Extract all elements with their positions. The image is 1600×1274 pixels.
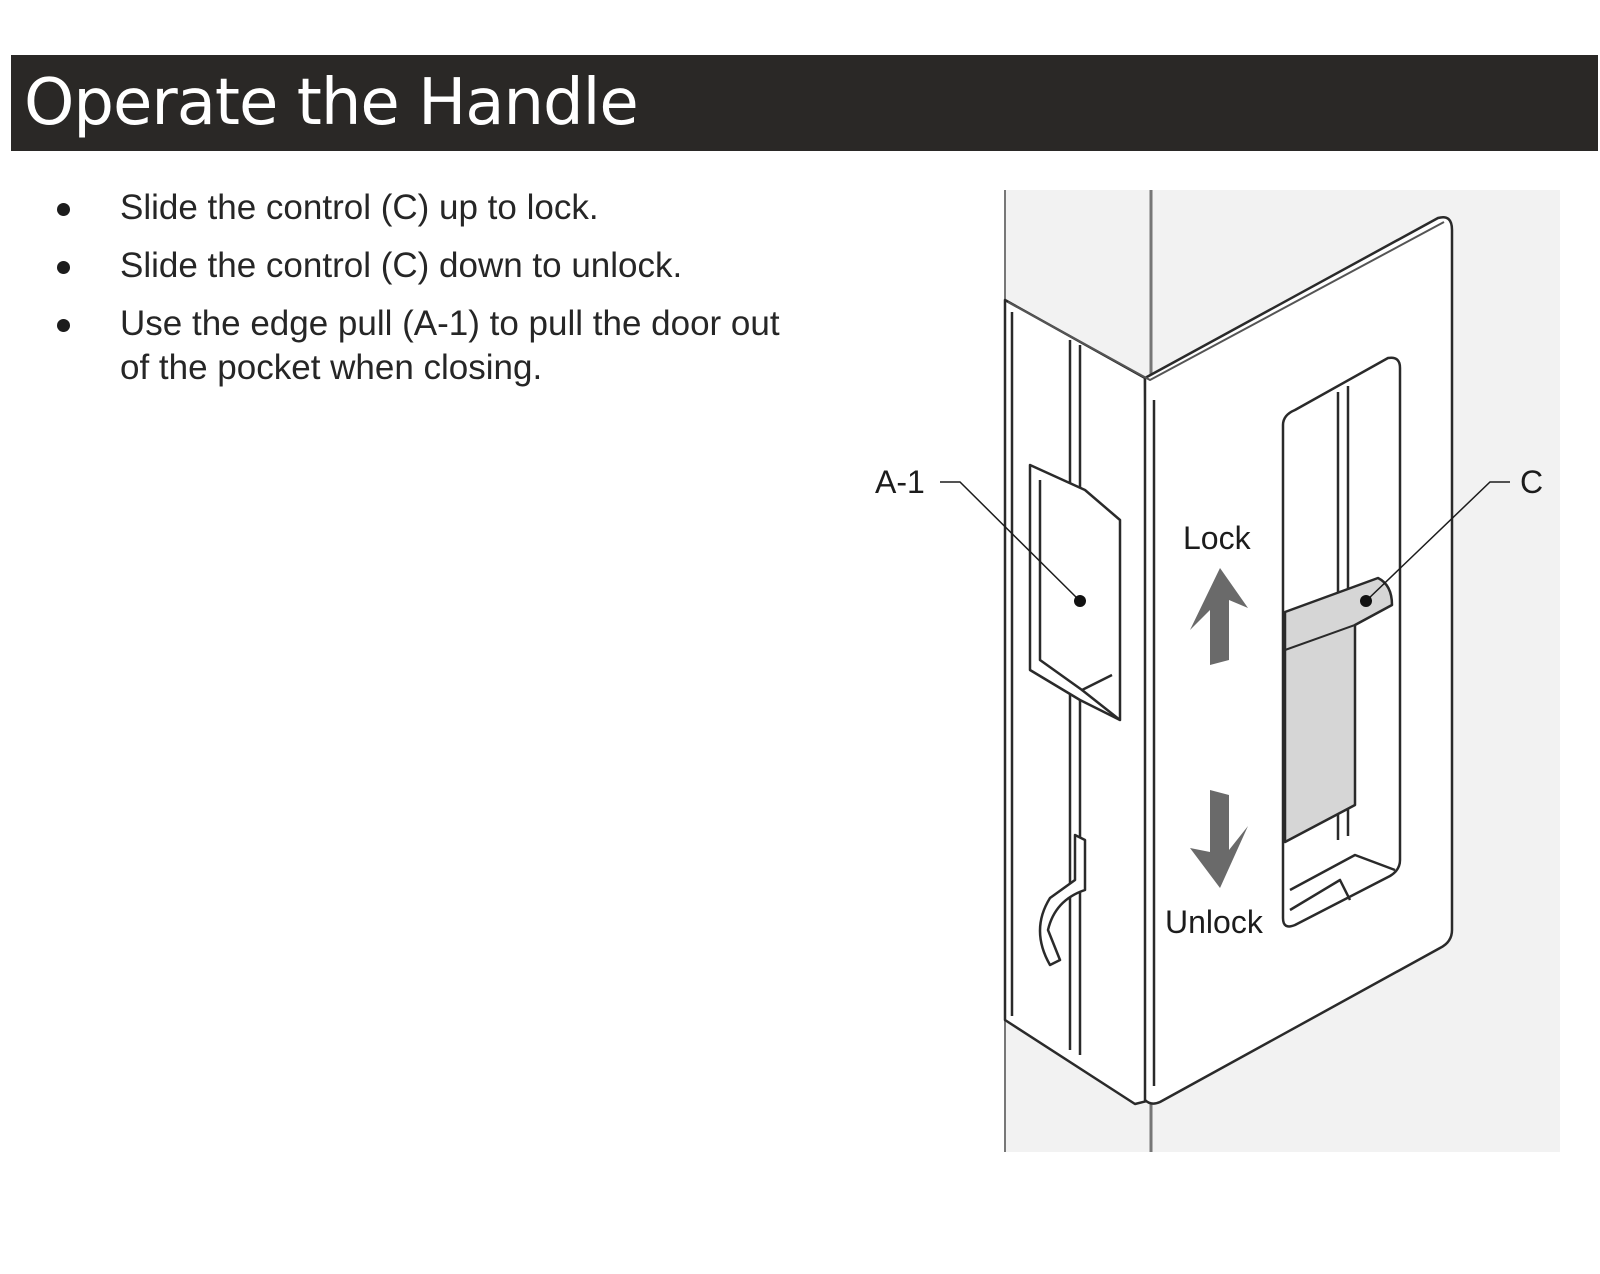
list-item: [50, 186, 810, 230]
instruction-list: [50, 186, 810, 404]
page-title: Operate the Handle: [24, 66, 638, 140]
list-item: [50, 244, 810, 288]
bullet-icon: [57, 261, 70, 274]
bullet-icon: [57, 203, 70, 216]
control-label: C: [1520, 464, 1544, 500]
edge-pull-label: A-1: [875, 464, 925, 500]
handle-illustration: [875, 190, 1600, 1190]
unlock-label: Unlock: [1165, 904, 1263, 940]
instruction-text: Slide the control (C) up to lock.: [120, 188, 599, 227]
control-marker: [1360, 595, 1372, 607]
edge-pull-marker: [1074, 595, 1086, 607]
lock-label: Lock: [1183, 520, 1251, 556]
bullet-icon: [57, 319, 70, 332]
door-edge: [1005, 300, 1151, 1104]
instruction-text: Use the edge pull (A-1) to pull the door out of the pocket when closing.: [120, 304, 780, 387]
instruction-text: Slide the control (C) down to unlock.: [120, 246, 683, 285]
list-item: [50, 302, 810, 390]
